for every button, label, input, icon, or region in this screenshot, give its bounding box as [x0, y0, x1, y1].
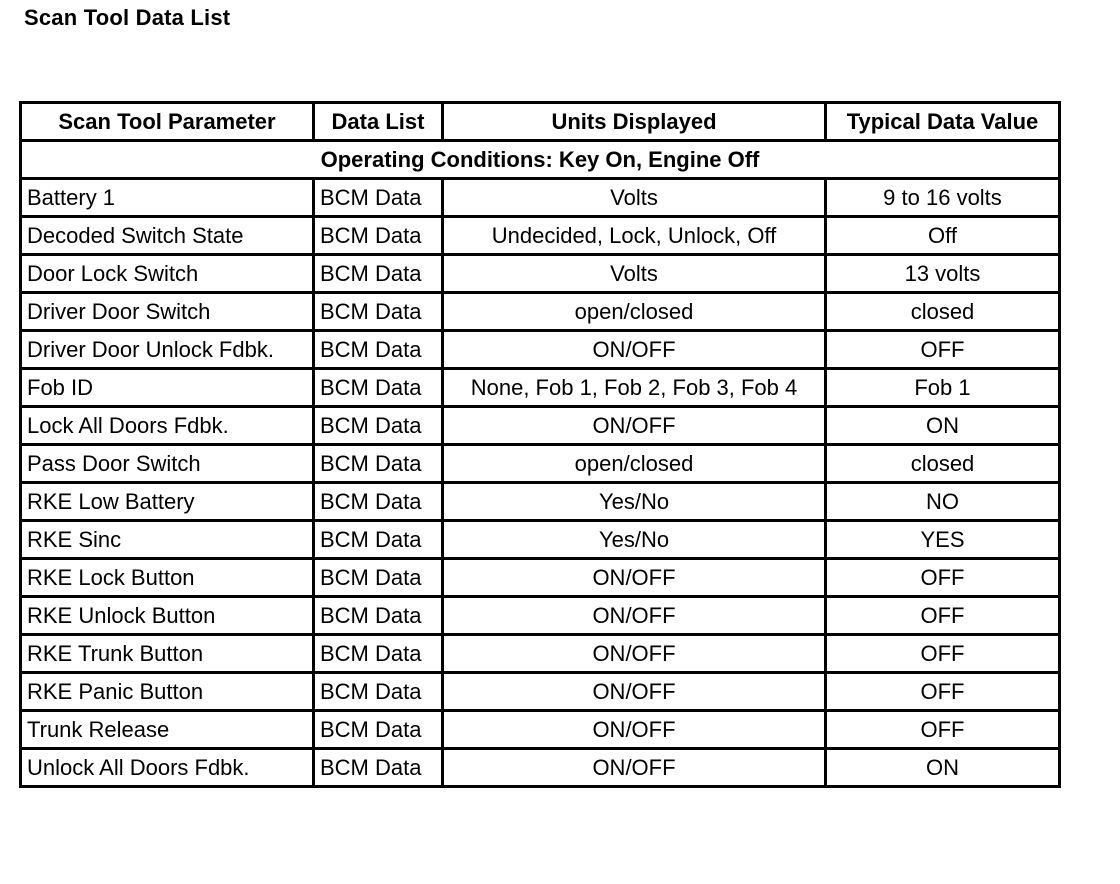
cell-data-list: BCM Data [314, 483, 443, 521]
cell-units-displayed: Volts [443, 255, 826, 293]
cell-units-displayed: ON/OFF [443, 597, 826, 635]
cell-units-displayed: Yes/No [443, 521, 826, 559]
table-row [21, 483, 1060, 521]
header-typical-data-value: Typical Data Value [826, 103, 1060, 141]
cell-units-displayed: Volts [443, 179, 826, 217]
cell-parameter: RKE Unlock Button [21, 597, 314, 635]
cell-typical-value: OFF [826, 711, 1060, 749]
table-row [21, 179, 1060, 217]
cell-typical-value: Fob 1 [826, 369, 1060, 407]
cell-units-displayed: ON/OFF [443, 635, 826, 673]
cell-data-list: BCM Data [314, 179, 443, 217]
cell-parameter: Unlock All Doors Fdbk. [21, 749, 314, 787]
cell-typical-value: ON [826, 749, 1060, 787]
cell-data-list: BCM Data [314, 255, 443, 293]
cell-data-list: BCM Data [314, 331, 443, 369]
section-row [21, 141, 1060, 179]
table-row [21, 217, 1060, 255]
cell-data-list: BCM Data [314, 711, 443, 749]
cell-typical-value: 13 volts [826, 255, 1060, 293]
header-data-list: Data List [314, 103, 443, 141]
cell-typical-value: closed [826, 293, 1060, 331]
table-row [21, 445, 1060, 483]
cell-parameter: Door Lock Switch [21, 255, 314, 293]
cell-parameter: Decoded Switch State [21, 217, 314, 255]
cell-data-list: BCM Data [314, 521, 443, 559]
cell-units-displayed: open/closed [443, 445, 826, 483]
cell-data-list: BCM Data [314, 369, 443, 407]
cell-parameter: RKE Lock Button [21, 559, 314, 597]
table-row [21, 255, 1060, 293]
cell-parameter: Driver Door Switch [21, 293, 314, 331]
table-row [21, 597, 1060, 635]
cell-units-displayed: Undecided, Lock, Unlock, Off [443, 217, 826, 255]
cell-parameter: RKE Trunk Button [21, 635, 314, 673]
table-row [21, 711, 1060, 749]
cell-parameter: RKE Sinc [21, 521, 314, 559]
page-title: Scan Tool Data List [24, 5, 231, 30]
table-header-row [21, 103, 1060, 141]
table-row [21, 331, 1060, 369]
cell-typical-value: Off [826, 217, 1060, 255]
cell-parameter: Pass Door Switch [21, 445, 314, 483]
cell-typical-value: OFF [826, 673, 1060, 711]
cell-units-displayed: ON/OFF [443, 559, 826, 597]
cell-parameter: Lock All Doors Fdbk. [21, 407, 314, 445]
header-scan-tool-parameter: Scan Tool Parameter [21, 103, 314, 141]
cell-units-displayed: ON/OFF [443, 331, 826, 369]
cell-data-list: BCM Data [314, 293, 443, 331]
cell-typical-value: OFF [826, 635, 1060, 673]
header-units-displayed: Units Displayed [443, 103, 826, 141]
table-row [21, 673, 1060, 711]
table-row [21, 407, 1060, 445]
table-row [21, 369, 1060, 407]
cell-typical-value: OFF [826, 331, 1060, 369]
cell-typical-value: YES [826, 521, 1060, 559]
cell-data-list: BCM Data [314, 445, 443, 483]
cell-typical-value: OFF [826, 597, 1060, 635]
cell-parameter: RKE Low Battery [21, 483, 314, 521]
table-row [21, 521, 1060, 559]
cell-parameter: RKE Panic Button [21, 673, 314, 711]
cell-typical-value: NO [826, 483, 1060, 521]
cell-data-list: BCM Data [314, 217, 443, 255]
cell-data-list: BCM Data [314, 749, 443, 787]
cell-units-displayed: Yes/No [443, 483, 826, 521]
section-operating-conditions: Operating Conditions: Key On, Engine Off [21, 141, 1060, 179]
table-row [21, 293, 1060, 331]
cell-parameter: Battery 1 [21, 179, 314, 217]
cell-typical-value: OFF [826, 559, 1060, 597]
cell-parameter: Driver Door Unlock Fdbk. [21, 331, 314, 369]
cell-units-displayed: ON/OFF [443, 749, 826, 787]
cell-units-displayed: open/closed [443, 293, 826, 331]
scan-tool-data-table [19, 101, 1061, 788]
table-row [21, 559, 1060, 597]
cell-data-list: BCM Data [314, 407, 443, 445]
cell-units-displayed: ON/OFF [443, 673, 826, 711]
cell-data-list: BCM Data [314, 673, 443, 711]
cell-units-displayed: None, Fob 1, Fob 2, Fob 3, Fob 4 [443, 369, 826, 407]
cell-typical-value: closed [826, 445, 1060, 483]
cell-typical-value: ON [826, 407, 1060, 445]
cell-parameter: Fob ID [21, 369, 314, 407]
table-row [21, 749, 1060, 787]
cell-typical-value: 9 to 16 volts [826, 179, 1060, 217]
cell-data-list: BCM Data [314, 635, 443, 673]
cell-data-list: BCM Data [314, 597, 443, 635]
table-row [21, 635, 1060, 673]
cell-units-displayed: ON/OFF [443, 711, 826, 749]
cell-units-displayed: ON/OFF [443, 407, 826, 445]
cell-data-list: BCM Data [314, 559, 443, 597]
cell-parameter: Trunk Release [21, 711, 314, 749]
